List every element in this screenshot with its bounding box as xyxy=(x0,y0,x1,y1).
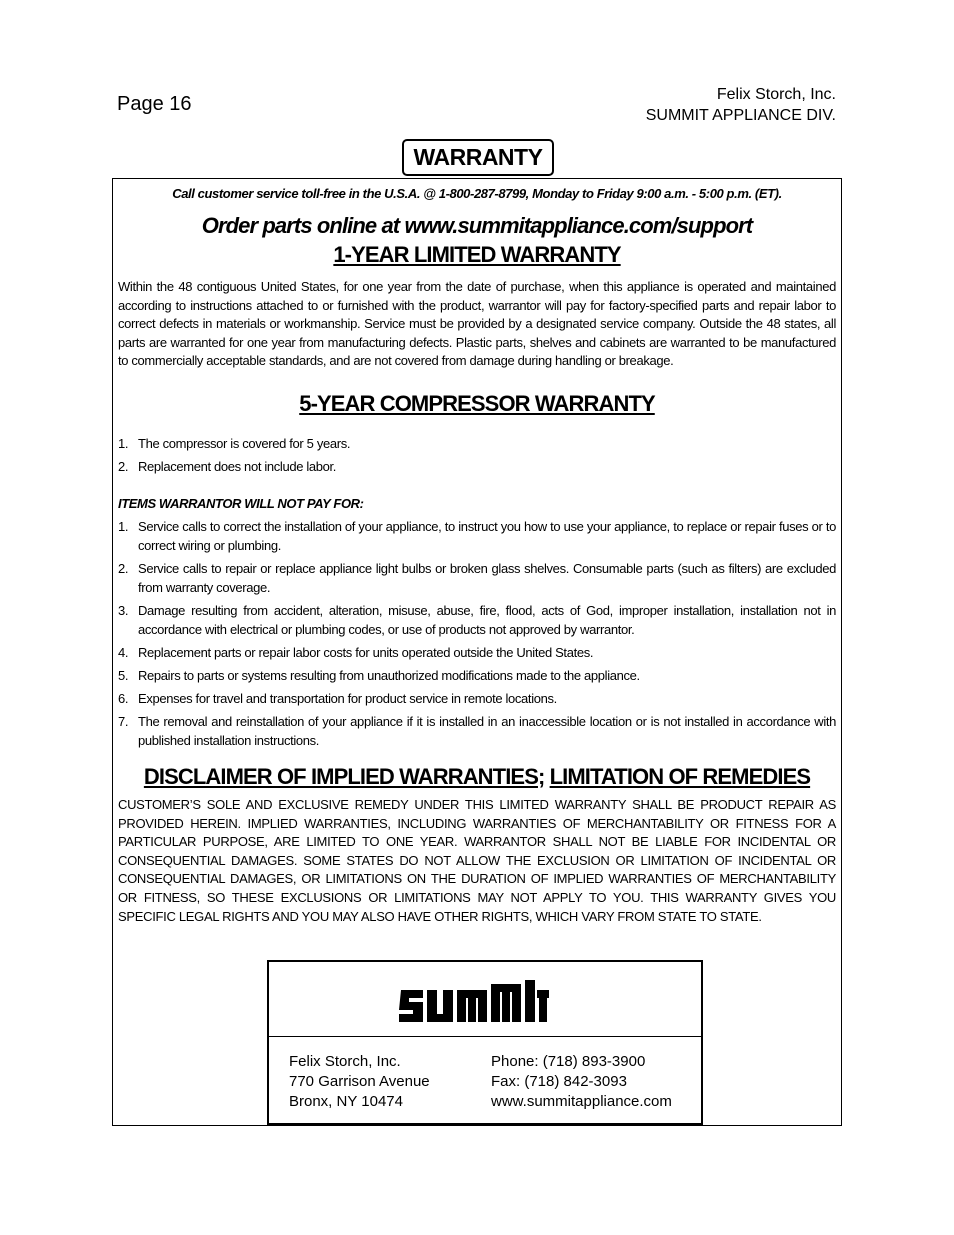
order-parts-line: Order parts online at www.summitappliance.com/support xyxy=(201,213,753,238)
list-text: The removal and reinstallation of your appliance if it is installed in an inaccessible location or is not installed in accordance with published installation instructions. xyxy=(138,714,836,748)
disclaimer-heading-separator: ; xyxy=(537,764,545,789)
contact-website: www.summitappliance.com xyxy=(491,1093,672,1110)
page-title: WARRANTY xyxy=(402,139,554,176)
contact-box xyxy=(267,960,703,1126)
list-text: The compressor is covered for 5 years. xyxy=(138,436,351,451)
company-division: SUMMIT APPLIANCE DIV. xyxy=(645,107,836,124)
limited-warranty-heading: 1-YEAR LIMITED WARRANTY xyxy=(333,242,621,267)
list-item xyxy=(118,712,836,750)
list-item xyxy=(118,457,836,476)
list-number: 2. xyxy=(118,561,129,576)
not-pay-list xyxy=(118,517,836,754)
contact-numbers xyxy=(491,1052,672,1112)
list-text: Damage resulting from accident, alteration, misuse, abuse, fire, flood, acts of God, improper installation, installation not in accordance with electrical or plumbing codes, or use of products not approved by warrantor. xyxy=(138,603,836,637)
compressor-warranty-heading: 5-YEAR COMPRESSOR WARRANTY xyxy=(299,391,655,416)
company-header xyxy=(646,84,836,126)
disclaimer-heading-part1: DISCLAIMER OF IMPLIED WARRANTIES xyxy=(143,764,538,789)
list-number: 6. xyxy=(118,691,129,706)
not-pay-heading: ITEMS WARRANTOR WILL NOT PAY FOR: xyxy=(118,496,364,511)
summit-logo xyxy=(399,976,549,1026)
list-text: Expenses for travel and transportation for product service in remote locations. xyxy=(138,691,557,706)
disclaimer-text: CUSTOMER’S SOLE AND EXCLUSIVE REMEDY UNDER THIS LIMITED WARRANTY SHALL BE PRODUCT REPAIR AS PROVIDED HEREIN. IMPLIED WARRANTIES, INCLUDING WARRANTIES OF MERCHANTABILITY OR FITNESS FOR A PARTICULAR PURPOSE, ARE LIMITED TO ONE YEAR. WARRANTOR SHALL NOT BE LIABLE FOR INCIDENTAL OR CONSEQUENTIAL DAMAGES. SOME STATES DO NOT ALLOW THE EXCLUSION OR LIMITATION OF INCIDENTAL OR CONSEQUENTIAL DAMAGES, OR LIMITATIONS ON THE DURATION OF IMPLIED WARRANTIES OF MERCHANTABILITY OR FITNESS, SO THESE EXCLUSIONS OR LIMITATIONS MAY NOT APPLY TO YOU. THIS WARRANTY GIVES YOU SPECIFIC LEGAL RIGHTS AND YOU MAY ALSO HAVE OTHER RIGHTS, WHICH VARY FROM STATE TO STATE. xyxy=(118,797,836,924)
list-number: 3. xyxy=(118,603,129,618)
list-text: Service calls to repair or replace appliance light bulbs or broken glass shelves. Consumable parts (such as filters) are excluded from warranty coverage. xyxy=(138,561,836,595)
contact-company: Felix Storch, Inc. xyxy=(289,1053,401,1070)
disclaimer-heading-part2: LIMITATION OF REMEDIES xyxy=(549,764,811,789)
list-text: Replacement does not include labor. xyxy=(138,459,337,474)
limited-warranty-text: Within the 48 contiguous United States, for one year from the date of purchase, when this appliance is operated and maintained according to instructions attached to or furnished with the product, warrantor will pay for factory-specified parts and repair labor to correct defects in materials or workmanship. Service must be provided by a designated service company. Outside the 48 states, all parts are warranted for one year from manufacturing defects. Plastic parts, shelves and cabinets are warranted to be manufactured to commercially acceptable standards, and are not covered from damage during handling or breakage. xyxy=(118,279,836,369)
list-item xyxy=(118,517,836,555)
list-item xyxy=(118,689,836,708)
compressor-warranty-list xyxy=(118,434,836,480)
logo-area xyxy=(269,962,701,1037)
warranty-frame xyxy=(112,178,842,1126)
list-number: 5. xyxy=(118,668,129,683)
company-name: Felix Storch, Inc. xyxy=(716,86,836,103)
customer-service-line: Call customer service toll-free in the U.S.A. @ 1-800-287-8799, Monday to Friday 9:00 a.m. - 5:00 p.m. (ET). xyxy=(172,186,782,201)
contact-phone: Phone: (718) 893-3900 xyxy=(491,1053,646,1070)
list-number: 4. xyxy=(118,645,129,660)
list-text: Repairs to parts or systems resulting from unauthorized modifications made to the appliance. xyxy=(138,668,640,683)
list-number: 2. xyxy=(118,459,129,474)
list-text: Replacement parts or repair labor costs for units operated outside the United States. xyxy=(138,645,594,660)
list-item xyxy=(118,434,836,453)
contact-city: Bronx, NY 10474 xyxy=(289,1093,403,1110)
list-text: Service calls to correct the installation of your appliance, to instruct you how to use your appliance, to replace or repair fuses or to correct wiring or plumbing. xyxy=(138,519,836,553)
list-number: 1. xyxy=(118,519,129,534)
list-item xyxy=(118,559,836,597)
list-item xyxy=(118,666,836,685)
contact-street: 770 Garrison Avenue xyxy=(289,1073,430,1090)
contact-fax: Fax: (718) 842-3093 xyxy=(491,1073,627,1090)
contact-address xyxy=(289,1052,430,1112)
disclaimer-heading xyxy=(113,764,841,790)
list-item xyxy=(118,643,836,662)
list-number: 1. xyxy=(118,436,129,451)
list-item xyxy=(118,601,836,639)
page-number: Page 16 xyxy=(117,93,192,115)
list-number: 7. xyxy=(118,714,129,729)
